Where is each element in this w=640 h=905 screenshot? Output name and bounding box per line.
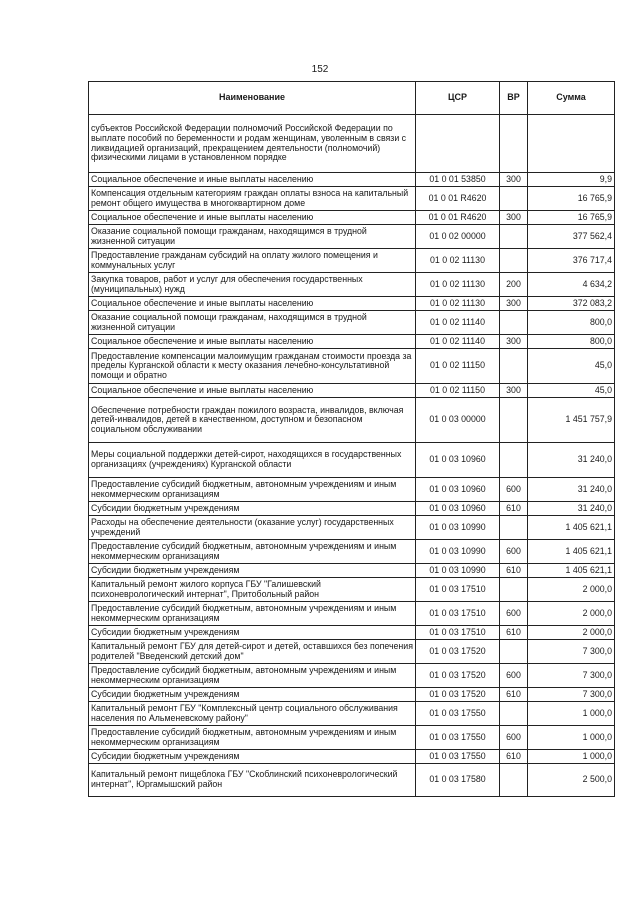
row-name-cell: Предоставление субсидий бюджетным, автономным учреждениям и иным некоммерческим организациям <box>89 602 416 626</box>
row-csr-cell: 01 0 02 11140 <box>416 335 500 349</box>
table-row <box>89 297 615 311</box>
row-vr-cell <box>500 349 528 384</box>
row-csr-cell: 01 0 03 17550 <box>416 726 500 750</box>
budget-table <box>88 81 615 797</box>
row-sum-cell: 31 240,0 <box>528 478 615 502</box>
row-vr-cell: 600 <box>500 478 528 502</box>
row-name-cell: Предоставление субсидий бюджетным, автономным учреждениям и иным некоммерческим организациям <box>89 540 416 564</box>
row-vr-cell: 600 <box>500 726 528 750</box>
row-vr-cell <box>500 516 528 540</box>
row-sum-cell: 2 000,0 <box>528 578 615 602</box>
row-csr-cell: 01 0 03 17510 <box>416 578 500 602</box>
table-row <box>89 187 615 211</box>
row-name-cell: Компенсация отдельным категориям граждан оплаты взноса на капитальный ремонт общего имущества в многоквартирном доме <box>89 187 416 211</box>
row-sum-cell: 1 405 621,1 <box>528 540 615 564</box>
row-name-cell: Социальное обеспечение и иные выплаты населению <box>89 211 416 225</box>
row-sum-cell: 4 634,2 <box>528 273 615 297</box>
row-csr-cell: 01 0 03 10960 <box>416 478 500 502</box>
row-csr-cell: 01 0 03 10960 <box>416 502 500 516</box>
row-vr-cell: 300 <box>500 211 528 225</box>
row-csr-cell: 01 0 03 10990 <box>416 516 500 540</box>
row-name-cell: Субсидии бюджетным учреждениям <box>89 626 416 640</box>
row-csr-cell: 01 0 03 17520 <box>416 664 500 688</box>
table-row <box>89 249 615 273</box>
table-row <box>89 384 615 398</box>
row-csr-cell: 01 0 02 11130 <box>416 273 500 297</box>
row-name-cell: Капитальный ремонт пищеблока ГБУ "Скоблинский психоневрологический интернат", Юргамышский район <box>89 764 416 797</box>
row-name-cell: Социальное обеспечение и иные выплаты населению <box>89 335 416 349</box>
row-sum-cell: 2 000,0 <box>528 626 615 640</box>
row-csr-cell: 01 0 03 10960 <box>416 443 500 478</box>
table-row <box>89 478 615 502</box>
row-csr-cell: 01 0 03 10990 <box>416 540 500 564</box>
table-row <box>89 173 615 187</box>
row-vr-cell: 600 <box>500 540 528 564</box>
row-vr-cell <box>500 764 528 797</box>
row-name-cell: Меры социальной поддержки детей-сирот, находящихся в государственных организациях (учреждениях) Курганской области <box>89 443 416 478</box>
header-name: Наименование <box>89 82 416 115</box>
row-sum-cell: 1 405 621,1 <box>528 516 615 540</box>
row-csr-cell: 01 0 03 17510 <box>416 602 500 626</box>
table-row <box>89 443 615 478</box>
row-csr-cell: 01 0 03 10990 <box>416 564 500 578</box>
row-name-cell: Предоставление компенсации малоимущим гражданам стоимости проезда за пределы Курганской области к месту оказания лечебно-консультативной помощи и обратно <box>89 349 416 384</box>
table-row <box>89 664 615 688</box>
row-csr-cell: 01 0 03 17550 <box>416 750 500 764</box>
row-csr-cell <box>416 115 500 173</box>
header-sum: Сумма <box>528 82 615 115</box>
table-row <box>89 640 615 664</box>
row-vr-cell <box>500 249 528 273</box>
row-csr-cell: 01 0 03 17520 <box>416 688 500 702</box>
row-vr-cell <box>500 115 528 173</box>
row-sum-cell: 45,0 <box>528 384 615 398</box>
row-sum-cell: 45,0 <box>528 349 615 384</box>
table-header-row <box>89 82 615 115</box>
table-row <box>89 726 615 750</box>
row-sum-cell <box>528 115 615 173</box>
row-name-cell: Предоставление субсидий бюджетным, автономным учреждениям и иным некоммерческим организациям <box>89 478 416 502</box>
row-name-cell: Предоставление субсидий бюджетным, автономным учреждениям и иным некоммерческим организациям <box>89 726 416 750</box>
row-sum-cell: 7 300,0 <box>528 664 615 688</box>
row-vr-cell <box>500 640 528 664</box>
row-sum-cell: 31 240,0 <box>528 502 615 516</box>
table-row <box>89 398 615 443</box>
row-vr-cell: 300 <box>500 384 528 398</box>
row-csr-cell: 01 0 03 17550 <box>416 702 500 726</box>
row-vr-cell <box>500 311 528 335</box>
table-row <box>89 115 615 173</box>
row-sum-cell: 7 300,0 <box>528 640 615 664</box>
row-vr-cell <box>500 398 528 443</box>
row-name-cell: Предоставление субсидий бюджетным, автономным учреждениям и иным некоммерческим организациям <box>89 664 416 688</box>
table-row <box>89 702 615 726</box>
row-sum-cell: 31 240,0 <box>528 443 615 478</box>
row-name-cell: субъектов Российской Федерации полномочий Российской Федерации по выплате пособий по беременности и родам женщинам, уволенным в связи с ликвидацией организаций, прекращением деятельности (полномочий) физическими лицами в установленном порядке <box>89 115 416 173</box>
row-vr-cell: 610 <box>500 564 528 578</box>
row-vr-cell: 610 <box>500 688 528 702</box>
header-csr: ЦСР <box>416 82 500 115</box>
row-vr-cell: 600 <box>500 602 528 626</box>
row-csr-cell: 01 0 01 R4620 <box>416 187 500 211</box>
row-vr-cell: 600 <box>500 664 528 688</box>
row-sum-cell: 377 562,4 <box>528 225 615 249</box>
row-csr-cell: 01 0 02 00000 <box>416 225 500 249</box>
table-row <box>89 564 615 578</box>
table-row <box>89 311 615 335</box>
row-sum-cell: 1 405 621,1 <box>528 564 615 578</box>
row-sum-cell: 1 000,0 <box>528 726 615 750</box>
row-csr-cell: 01 0 03 17580 <box>416 764 500 797</box>
row-sum-cell: 9,9 <box>528 173 615 187</box>
row-sum-cell: 7 300,0 <box>528 688 615 702</box>
row-name-cell: Оказание социальной помощи гражданам, находящимся в трудной жизненной ситуации <box>89 225 416 249</box>
table-row <box>89 578 615 602</box>
row-name-cell: Социальное обеспечение и иные выплаты населению <box>89 173 416 187</box>
row-csr-cell: 01 0 01 R4620 <box>416 211 500 225</box>
table-row <box>89 211 615 225</box>
header-vr: ВР <box>500 82 528 115</box>
row-vr-cell: 300 <box>500 297 528 311</box>
row-sum-cell: 2 000,0 <box>528 602 615 626</box>
row-vr-cell <box>500 187 528 211</box>
row-name-cell: Обеспечение потребности граждан пожилого возраста, инвалидов, включая детей-инвалидов, детей в качественном, доступном и безопасном социальном обслуживании <box>89 398 416 443</box>
row-name-cell: Оказание социальной помощи гражданам, находящимся в трудной жизненной ситуации <box>89 311 416 335</box>
row-sum-cell: 1 000,0 <box>528 702 615 726</box>
table-row <box>89 349 615 384</box>
row-vr-cell: 610 <box>500 626 528 640</box>
table-row <box>89 626 615 640</box>
row-csr-cell: 01 0 03 00000 <box>416 398 500 443</box>
row-sum-cell: 372 083,2 <box>528 297 615 311</box>
row-vr-cell: 300 <box>500 173 528 187</box>
table-row <box>89 602 615 626</box>
row-name-cell: Социальное обеспечение и иные выплаты населению <box>89 297 416 311</box>
row-name-cell: Закупка товаров, работ и услуг для обеспечения государственных (муниципальных) нужд <box>89 273 416 297</box>
row-csr-cell: 01 0 02 11140 <box>416 311 500 335</box>
table-row <box>89 764 615 797</box>
row-csr-cell: 01 0 02 11150 <box>416 349 500 384</box>
row-csr-cell: 01 0 02 11150 <box>416 384 500 398</box>
table-row <box>89 225 615 249</box>
row-csr-cell: 01 0 03 17520 <box>416 640 500 664</box>
row-sum-cell: 800,0 <box>528 335 615 349</box>
table-row <box>89 540 615 564</box>
row-vr-cell: 610 <box>500 750 528 764</box>
row-sum-cell: 16 765,9 <box>528 187 615 211</box>
table-row <box>89 273 615 297</box>
row-vr-cell <box>500 578 528 602</box>
row-vr-cell <box>500 443 528 478</box>
row-vr-cell <box>500 702 528 726</box>
row-name-cell: Субсидии бюджетным учреждениям <box>89 564 416 578</box>
row-vr-cell: 610 <box>500 502 528 516</box>
table-row <box>89 516 615 540</box>
row-sum-cell: 1 451 757,9 <box>528 398 615 443</box>
row-vr-cell: 300 <box>500 335 528 349</box>
row-name-cell: Капитальный ремонт ГБУ для детей-сирот и детей, оставшихся без попечения родителей "Введенский детский дом" <box>89 640 416 664</box>
row-name-cell: Капитальный ремонт жилого корпуса ГБУ "Галишевский психоневрологический интернат", Притобольный район <box>89 578 416 602</box>
table-body <box>89 115 615 797</box>
row-csr-cell: 01 0 02 11130 <box>416 249 500 273</box>
row-name-cell: Расходы на обеспечение деятельности (оказание услуг) государственных учреждений <box>89 516 416 540</box>
table-row <box>89 335 615 349</box>
row-sum-cell: 1 000,0 <box>528 750 615 764</box>
row-vr-cell: 200 <box>500 273 528 297</box>
row-sum-cell: 800,0 <box>528 311 615 335</box>
row-csr-cell: 01 0 01 53850 <box>416 173 500 187</box>
row-name-cell: Субсидии бюджетным учреждениям <box>89 502 416 516</box>
table-row <box>89 688 615 702</box>
row-sum-cell: 2 500,0 <box>528 764 615 797</box>
row-sum-cell: 16 765,9 <box>528 211 615 225</box>
row-name-cell: Капитальный ремонт ГБУ "Комплексный центр социального обслуживания населения по Альменевскому району" <box>89 702 416 726</box>
row-vr-cell <box>500 225 528 249</box>
row-csr-cell: 01 0 02 11130 <box>416 297 500 311</box>
row-name-cell: Социальное обеспечение и иные выплаты населению <box>89 384 416 398</box>
row-name-cell: Субсидии бюджетным учреждениям <box>89 750 416 764</box>
row-name-cell: Предоставление гражданам субсидий на оплату жилого помещения и коммунальных услуг <box>89 249 416 273</box>
table-row <box>89 750 615 764</box>
row-sum-cell: 376 717,4 <box>528 249 615 273</box>
row-csr-cell: 01 0 03 17510 <box>416 626 500 640</box>
page-number: 152 <box>311 64 329 75</box>
row-name-cell: Субсидии бюджетным учреждениям <box>89 688 416 702</box>
table-row <box>89 502 615 516</box>
